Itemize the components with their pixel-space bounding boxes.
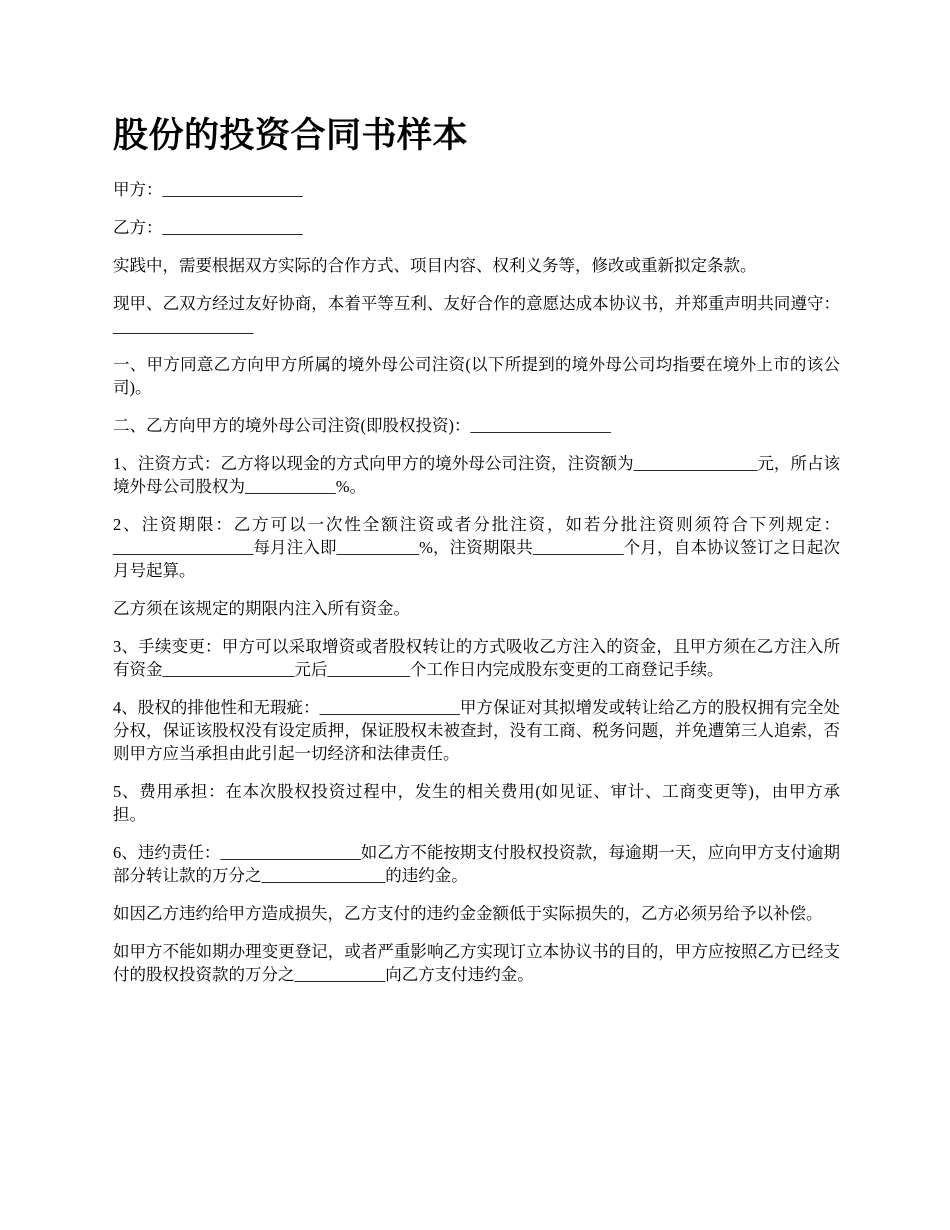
- document-page: [113, 112, 840, 1001]
- preamble: 现甲、乙双方经过友好协商，本着平等互利、友好合作的意愿达成本协议书，并郑重声明共同遵守：_________________: [113, 294, 840, 336]
- clause-2-5-expenses: 5、费用承担：在本次股权投资过程中，发生的相关费用(如见证、审计、工商变更等)，由甲方承担。: [113, 782, 840, 824]
- clause-2-2-period: 2、注资期限：乙方可以一次性全额注资或者分批注资，如若分批注资则须符合下列规定：_________________每月注入即__________%，注资期限共___________个月，自本协议签订之日起次月号起算。: [113, 515, 840, 580]
- party-a-line: 甲方：_________________: [113, 180, 303, 199]
- clause-2-4-exclusivity: 4、股权的排他性和无瑕疵：_________________甲方保证对其拟增发或转让给乙方的股权拥有完全处分权，保证该股权没有设定质押，保证股权未被查封，没有工商、税务问题，并免遭第三人追索，否则甲方应当承担由此引起一切经济和法律责任。: [113, 698, 840, 763]
- clause-2-1-method: 1、注资方式：乙方将以现金的方式向甲方的境外母公司注资，注资额为_______________元，所占该境外母公司股权为___________%。: [113, 454, 840, 496]
- party-b-line: 乙方：_________________: [113, 218, 303, 237]
- clause-2-2-note: 乙方须在该规定的期限内注入所有资金。: [113, 599, 410, 618]
- clause-2-6-liability: 6、违约责任：_________________如乙方不能按期支付股权投资款，每逾期一天，应向甲方支付逾期部分转让款的万分之_______________的违约金。: [113, 843, 840, 885]
- practice-note: 实践中，需要根据双方实际的合作方式、项目内容、权利义务等，修改或重新拟定条款。: [113, 256, 757, 275]
- document-title: 股份的投资合同书样本: [113, 116, 469, 155]
- liability-compensation: 如因乙方违约给甲方造成损失，乙方支付的违约金金额低于实际损失的，乙方必须另给予以补偿。: [113, 904, 823, 923]
- clause-1: 一、甲方同意乙方向甲方所属的境外母公司注资(以下所提到的境外母公司均指要在境外上市的该公司)。: [113, 355, 840, 397]
- clause-2-3-procedure: 3、手续变更：甲方可以采取增资或者股权转让的方式吸收乙方注入的资金，且甲方须在乙方注入所有资金________________元后__________个工作日内完成股东变更的工商登记手续。: [113, 637, 840, 679]
- liability-party-a: 如甲方不能如期办理变更登记，或者严重影响乙方实现订立本协议书的目的，甲方应按照乙方已经支付的股权投资款的万分之___________向乙方支付违约金。: [113, 942, 840, 984]
- clause-2: 二、乙方向甲方的境外母公司注资(即股权投资)：_________________: [113, 416, 611, 435]
